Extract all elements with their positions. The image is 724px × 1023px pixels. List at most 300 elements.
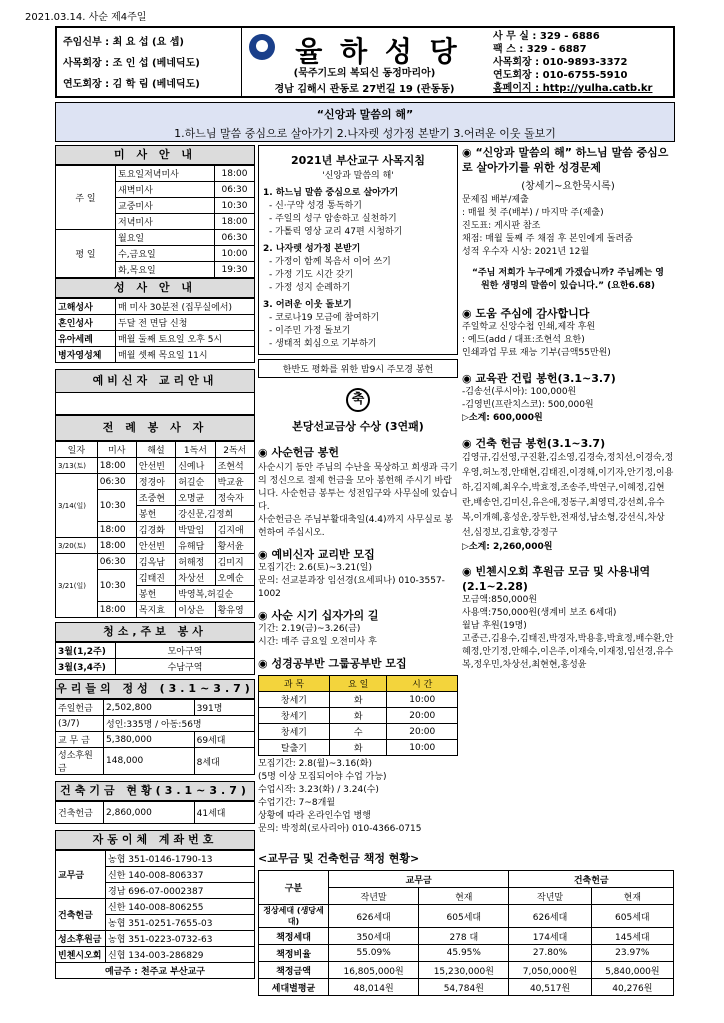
server-cell: 박말임 — [176, 522, 215, 538]
contact-line: 팩 스 : 329 - 6887 — [493, 44, 587, 55]
sacrament-name: 고해성사 — [56, 299, 116, 315]
table-row — [56, 802, 255, 824]
status-label: 정상세대 (생당세대) — [259, 905, 329, 928]
server-cell: 강신문,김정희 — [176, 506, 255, 522]
mass-name: 월요일 — [116, 230, 215, 246]
sacrament-info: 매 미사 30분전 (집무실에서) — [116, 299, 255, 315]
study-cell: 20:00 — [387, 708, 458, 724]
offering-label: (3/7) — [56, 716, 104, 732]
edu-title: 교육관 건립 봉헌(3.1~3.7) — [475, 372, 616, 385]
diocese-guidelines — [258, 145, 458, 355]
sacrament-name: 혼인성사 — [56, 315, 116, 331]
edu-total: ▷소계: 600,000원 — [462, 413, 543, 423]
cleaning-group: 수남구역 — [116, 659, 255, 675]
offering-amount: 148,000 — [104, 748, 195, 775]
cleaning-group: 모아구역 — [116, 643, 255, 659]
lent-offer-title: 사순헌금 봉헌 — [271, 446, 340, 459]
table-row — [56, 166, 255, 182]
guideline-item: - 주일의 성구 암송하고 실천하기 — [269, 214, 397, 224]
account-type: 빈첸시오회 — [56, 947, 106, 963]
server-time: 06:30 — [97, 554, 136, 570]
server-cell: 안선빈 — [136, 458, 175, 474]
server-cell: 황서윤 — [215, 538, 254, 554]
status-section — [258, 850, 674, 996]
table-row — [259, 905, 674, 928]
edu-item: -김송선(루시아): 100,000원 — [462, 387, 577, 397]
building-heading: 건축기금 현황(3.1~3.7) — [55, 781, 255, 801]
edu-item: -김영빈(프란치스코): 500,000원 — [462, 400, 594, 410]
cross-way-heading: ◉ 사순 시기 십자가의 길 — [258, 609, 379, 622]
table-row — [259, 740, 458, 756]
cleaning-table — [55, 642, 255, 675]
table-row — [56, 748, 255, 775]
account-holder: 예금주 : 천주교 부산교구 — [56, 963, 255, 979]
celebration-icon: 축 — [346, 388, 370, 412]
theme-banner — [55, 102, 675, 142]
scripture-quote: “주님 저희가 누구에게 가겠습니까? 주님께는 영원한 생명의 말씀이 있습니다.” (요한6.68) — [472, 268, 664, 291]
col-header: 일자 — [56, 442, 98, 458]
parish-subtitle: (묵주기도의 복되신 동정마리아) — [293, 68, 436, 79]
recruit-item: 문의: 선교분과장 임선경(요세피나) 010-3557-1002 — [258, 576, 445, 599]
table-row — [56, 315, 255, 331]
status-cell: 15,230,000원 — [419, 962, 509, 979]
study-cell: 창세기 — [259, 692, 330, 708]
server-cell: 오예순 — [215, 570, 254, 586]
mass-time: 06:30 — [215, 182, 255, 198]
table-row — [259, 962, 674, 979]
table-row — [56, 458, 255, 474]
status-cell: 23.97% — [591, 945, 673, 962]
status-cell: 40,276원 — [591, 979, 673, 996]
parish-logo — [249, 34, 275, 60]
account-number: 농협 351-0146-1790-13 — [106, 851, 255, 867]
contact-line: 연도회장 : 010-6755-5910 — [493, 70, 628, 81]
mass-day: 평 일 — [56, 230, 116, 278]
server-cell: 김지애 — [215, 522, 254, 538]
table-row — [56, 554, 255, 570]
offering-amount: 5,380,000 — [104, 732, 195, 748]
contact-line: 사 무 실 : 329 - 6886 — [493, 31, 600, 42]
servers-table — [55, 441, 255, 618]
status-cell: 16,805,000원 — [329, 962, 419, 979]
status-cell: 40,517원 — [509, 979, 591, 996]
guideline-item: - 가톨릭 영상 교리 47편 시청하기 — [269, 227, 403, 237]
servers-heading: 전 례 봉 사 자 — [55, 415, 255, 441]
staff-line: 주임신부 : 최 요 섭 (요 셉) — [63, 37, 184, 48]
server-date: 3/13(토) — [56, 458, 98, 474]
account-type: 성소후원금 — [56, 931, 106, 947]
table-row — [56, 931, 255, 947]
account-number: 신한 140-008-806255 — [106, 899, 255, 915]
status-cell: 278 대 — [419, 928, 509, 945]
server-cell: 조현석 — [215, 458, 254, 474]
mass-heading: 미 사 안 내 — [55, 145, 255, 165]
study-cell: 탈출기 — [259, 740, 330, 756]
guideline-item: 3. 어려운 이웃 돌보기 — [263, 300, 352, 310]
building-label: 건축헌금 — [56, 802, 104, 824]
study-cell: 창세기 — [259, 724, 330, 740]
parish-title: 율 하 성 당 — [295, 35, 461, 68]
study-note: 문의: 박정희(로사리아) 010-4366-0715 — [258, 824, 422, 834]
edu-heading: ◉ 교육관 건립 봉헌(3.1~3.7) — [462, 372, 616, 385]
faith-year-title: “신앙과 말씀의 해” 하느님 말씀 중심으로 살아가기를 위한 성경문제 — [462, 146, 669, 174]
col-header: 현재 — [591, 888, 673, 905]
offering-detail: 성인:335명 / 아동:56명 — [104, 716, 255, 732]
header-contact — [489, 28, 675, 97]
vincent-item: 모금액:850,000원 — [462, 595, 538, 605]
server-cell: 김경화 — [136, 522, 175, 538]
col-header: 과 목 — [259, 676, 330, 692]
col-header: 구분 — [259, 871, 329, 905]
cross-way-section — [258, 607, 458, 649]
right-column — [462, 145, 674, 672]
study-cell: 화 — [329, 708, 387, 724]
sacrament-info: 매월 셋째 목요일 11시 — [116, 347, 255, 363]
mass-time: 10:00 — [215, 246, 255, 262]
server-cell: 목지효 — [136, 602, 175, 618]
status-cell: 45.95% — [419, 945, 509, 962]
status-label: 책정비율 — [259, 945, 329, 962]
server-cell: 차상선 — [176, 570, 215, 586]
building-amount: 2,860,000 — [104, 802, 195, 824]
parish-address: 경남 김해시 관동로 27번길 19 (관동동) — [274, 84, 455, 95]
server-time: 18:00 — [97, 522, 136, 538]
bible-study-heading: ◉ 성경공부반 그룹공부반 모집 — [258, 657, 407, 670]
lent-offer-body: 사순시기 동안 주님의 수난을 묵상하고 희생과 극기의 정신으로 절제 헌금을 모아 봉헌해 주시기 바랍니다. 사순헌금 봉투는 성전입구와 사무실에 있습니다. — [258, 463, 458, 512]
vincent-names: 고종근,김용수,김태진,박경자,박용흥,박효정,배수환,안혜정,안기정,안해수,이은주,이재숙,이재정,임선경,유수복,정우민,차상선,최현현,홍성윤 — [462, 634, 674, 670]
study-cell: 화 — [329, 740, 387, 756]
staff-line: 연도회장 : 김 학 림 (베네딕도) — [63, 79, 200, 90]
table-row — [259, 871, 674, 888]
homepage-link[interactable]: 홈페이지 : http://yulha.catb.kr — [493, 83, 653, 94]
account-number: 신한 140-008-806337 — [106, 867, 255, 883]
header-staff — [57, 28, 242, 96]
table-row — [259, 708, 458, 724]
server-cell: 봉헌 — [136, 586, 175, 602]
table-row — [56, 851, 255, 867]
banner-goals: 1.하느님 말씀 중심으로 살아가기 2.나자렛 성가정 본받기 3.어려운 이웃 돌보기 — [174, 127, 556, 140]
offering-label: 성소후원금 — [56, 748, 104, 775]
table-row — [259, 945, 674, 962]
mass-name: 교중미사 — [116, 198, 215, 214]
account-number: 신협 134-003-286829 — [106, 947, 255, 963]
status-cell: 5,840,000원 — [591, 962, 673, 979]
status-label: 세대별평균 — [259, 979, 329, 996]
build-offer-title: 건축 헌금 봉헌(3.1~3.7) — [475, 437, 606, 450]
sacrament-table — [55, 298, 255, 363]
faith-year-heading: ◉ “신앙과 말씀의 해” 하느님 말씀 중심으로 살아가기를 위한 성경문제 — [462, 146, 669, 174]
status-cell: 605세대 — [419, 905, 509, 928]
guideline-item: - 신·구약 성경 통독하기 — [269, 201, 362, 211]
status-label: 책정금액 — [259, 962, 329, 979]
server-time: 10:30 — [97, 570, 136, 602]
account-number: 농협 351-0223-0732-63 — [106, 931, 255, 947]
guideline-item: - 생태적 회심으로 기부하기 — [269, 339, 377, 349]
table-row — [56, 230, 255, 246]
server-cell: 이상은 — [176, 602, 215, 618]
status-cell: 55.09% — [329, 945, 419, 962]
status-cell: 145세대 — [591, 928, 673, 945]
guideline-item: 1. 하느님 말씀 중심으로 살아가기 — [263, 188, 399, 198]
build-offer-total: ▷소계: 2,260,000원 — [462, 542, 553, 552]
offering-count: 8세대 — [194, 748, 254, 775]
col-header: 작년말 — [329, 888, 419, 905]
vincent-section — [462, 564, 674, 672]
col-header: 교무금 — [329, 871, 509, 888]
offering-heading: 우리들의 정성 (3.1~3.7) — [55, 679, 255, 699]
account-type: 건축헌금 — [56, 899, 106, 931]
sacrament-info: 매월 둘째 토요일 오후 5시 — [116, 331, 255, 347]
table-row — [56, 963, 255, 979]
server-cell: 김미지 — [215, 554, 254, 570]
cross-way-item: 기간: 2.19(금)~3.26(금) — [258, 624, 361, 634]
status-cell: 48,014원 — [329, 979, 419, 996]
account-number: 농협 351-0251-7655-03 — [106, 915, 255, 931]
sacrament-name: 유아세례 — [56, 331, 116, 347]
sacrament-heading: 성 사 안 내 — [55, 278, 255, 298]
study-cell: 10:00 — [387, 740, 458, 756]
server-cell: 봉헌 — [136, 506, 175, 522]
study-cell: 화 — [329, 692, 387, 708]
thanks-item: 인쇄과업 무료 재능 기부(금액55만원) — [462, 348, 611, 358]
offering-label: 주일헌금 — [56, 700, 104, 716]
staff-line: 사목회장 : 조 인 섭 (베네딕도) — [63, 58, 200, 69]
vincent-item: 월남 후원(19명) — [462, 621, 527, 631]
server-cell: 오명균 — [176, 490, 215, 506]
thanks-title: 도움 주심에 감사합니다 — [475, 307, 590, 320]
table-row — [56, 899, 255, 915]
thanks-item: 주일학교 신앙수첩 인쇄,제작 후원 — [462, 322, 596, 332]
faith-year-section — [462, 145, 674, 293]
study-note: 수업시작: 3.23(화) / 3.24(수) — [258, 785, 379, 795]
building-table — [55, 801, 255, 824]
table-row — [259, 676, 458, 692]
award-text: 본당선교금상 수상 (3연패) — [292, 420, 424, 433]
table-row — [56, 538, 255, 554]
offering-table — [55, 699, 255, 775]
build-offer-names: 김영규,김선영,구진환,김소영,김경숙,정치선,이경숙,정우영,허노정,안태현,김태진,이경해,이기자,안기정,이용하,김지혜,최우수,박효정,조송주,박연구,이혜정,김현란,배송언,김미신,유은애,정동구,최영덕,강선희,유수복,이개혜,홍성운,장두한,전재성,남소형,강선식,차상선,심정보,김효향,강정구 — [462, 453, 674, 538]
status-cell: 605세대 — [591, 905, 673, 928]
offering-count: 69세대 — [194, 732, 254, 748]
table-row — [56, 659, 255, 675]
col-header: 건축헌금 — [509, 871, 674, 888]
server-date: 3/14(일) — [56, 474, 98, 538]
table-row — [56, 716, 255, 732]
lent-offer-section — [258, 444, 458, 540]
table-row — [259, 979, 674, 996]
transfer-table — [55, 850, 255, 979]
thanks-item: : 예드(add / 대표:조현석 요한) — [462, 335, 585, 345]
col-header: 1독서 — [176, 442, 215, 458]
thanks-heading: ◉ 도움 주심에 감사합니다 — [462, 307, 590, 320]
server-cell: 박교윤 — [215, 474, 254, 490]
col-header: 작년말 — [509, 888, 591, 905]
bulletin-date: 2021.03.14. 사순 제4주일 — [25, 12, 147, 23]
recruit-item: 모집기간: 2.6(토)~3.21(일) — [258, 563, 372, 573]
bible-study-section — [258, 655, 458, 836]
server-time: 18:00 — [97, 602, 136, 618]
offering-count: 391명 — [194, 700, 254, 716]
table-row — [56, 299, 255, 315]
mass-time: 19:30 — [215, 262, 255, 278]
mass-name: 토요일저녁미사 — [116, 166, 215, 182]
building-count: 41세대 — [194, 802, 254, 824]
sacrament-name: 병자영성체 — [56, 347, 116, 363]
study-cell: 창세기 — [259, 708, 330, 724]
faith-item: 진도표: 게시판 참조 — [462, 221, 541, 231]
server-date: 3/20(토) — [56, 538, 98, 554]
mass-time: 10:30 — [215, 198, 255, 214]
bible-study-title: 성경공부반 그룹공부반 모집 — [271, 657, 407, 670]
study-cell: 10:00 — [387, 692, 458, 708]
header-title-block — [243, 28, 486, 96]
server-cell: 정경아 — [136, 474, 175, 490]
faith-item: : 매월 첫 주(배부) / 마지막 주(제출) — [462, 208, 604, 218]
guideline-item: - 가정 기도 시간 갖기 — [269, 270, 354, 280]
status-cell: 626세대 — [329, 905, 419, 928]
vincent-heading: ◉ 빈첸시오회 후원금 모금 및 사용내역(2.1~2.28) — [462, 565, 651, 593]
vincent-title: 빈첸시오회 후원금 모금 및 사용내역(2.1~2.28) — [462, 565, 651, 593]
study-note: (5명 이상 모집되어야 수업 가능) — [258, 772, 387, 782]
col-header: 2독서 — [215, 442, 254, 458]
build-offer-heading: ◉ 건축 헌금 봉헌(3.1~3.7) — [462, 437, 606, 450]
study-note: 모집기간: 2.8(월)~3.16(화) — [258, 759, 372, 769]
middle-column — [258, 145, 458, 836]
server-cell: 김태진 — [136, 570, 175, 586]
guideline-item: - 가정이 함께 복음서 이어 쓰기 — [269, 257, 391, 267]
mass-name: 새벽미사 — [116, 182, 215, 198]
status-cell: 7,050,000원 — [509, 962, 591, 979]
col-header: 요 일 — [329, 676, 387, 692]
catechumen-recruit-section — [258, 546, 458, 601]
thanks-section — [462, 305, 674, 360]
col-header: 시 간 — [387, 676, 458, 692]
table-row — [56, 700, 255, 716]
server-time: 10:30 — [97, 490, 136, 522]
server-cell: 허해정 — [176, 554, 215, 570]
bible-study-table — [258, 675, 458, 756]
table-row — [259, 724, 458, 740]
left-column — [55, 145, 255, 979]
cleaning-period: 3월(3,4주) — [56, 659, 116, 675]
edu-section — [462, 370, 674, 425]
status-cell: 54,784원 — [419, 979, 509, 996]
award-block — [258, 388, 458, 434]
status-cell: 626세대 — [509, 905, 591, 928]
faith-item: 채점: 매월 둘째 주 채점 후 본인에게 돌려줌 — [462, 234, 633, 244]
account-type: 교무금 — [56, 851, 106, 899]
server-cell: 박영복,허길순 — [176, 586, 255, 602]
mass-table — [55, 165, 255, 278]
col-header: 미사 — [97, 442, 136, 458]
table-row — [56, 331, 255, 347]
col-header: 해설 — [136, 442, 175, 458]
banner-title: “신앙과 말씀의 해” — [316, 108, 414, 121]
col-header: 현재 — [419, 888, 509, 905]
guideline-item: - 코로나19 모금에 참여하기 — [269, 313, 380, 323]
account-number: 경남 696-07-0002387 — [106, 883, 255, 899]
server-cell: 조중현 — [136, 490, 175, 506]
cross-way-title: 사순 시기 십자가의 길 — [271, 609, 379, 622]
server-cell: 신예나 — [176, 458, 215, 474]
status-cell: 27.80% — [509, 945, 591, 962]
study-cell: 수 — [329, 724, 387, 740]
table-row — [56, 947, 255, 963]
server-time: 18:00 — [97, 538, 136, 554]
status-cell: 350세대 — [329, 928, 419, 945]
cross-way-item: 시간: 매주 금요일 오전미사 후 — [258, 637, 377, 647]
catechumen-recruit-title: 예비신자 교리반 모집 — [271, 548, 375, 561]
faith-item: 문제집 배부/제출 — [462, 195, 529, 205]
status-table — [258, 870, 674, 996]
transfer-heading: 자동이체 계좌번호 — [55, 830, 255, 850]
status-cell: 174세대 — [509, 928, 591, 945]
server-time: 18:00 — [97, 458, 136, 474]
server-date: 3/21(일) — [56, 554, 98, 618]
guideline-item: - 가정 성지 순례하기 — [269, 283, 351, 293]
faith-year-range: (창세기~요한묵시록) — [521, 181, 615, 192]
catechumen-blank — [55, 393, 255, 415]
faith-item: 성적 우수자 시상: 2021년 12월 — [462, 247, 590, 257]
study-note: 상황에 따라 온라인수업 병행 — [258, 811, 371, 821]
study-note: 수업기간: 7~8개월 — [258, 798, 336, 808]
mass-day: 주 일 — [56, 166, 116, 230]
lent-offer-heading: ◉ 사순헌금 봉헌 — [258, 446, 340, 459]
sacrament-info: 두달 전 면담 신청 — [116, 315, 255, 331]
table-row — [56, 442, 255, 458]
mass-time: 06:30 — [215, 230, 255, 246]
lent-offer-note: 사순헌금은 주님부활대축일(4.4)까지 사무실로 봉헌하여 주십시오. — [258, 515, 454, 538]
table-row — [56, 474, 255, 490]
table-row — [56, 347, 255, 363]
vincent-item: 사용액:750,000원(생계비 보조 6세대) — [462, 608, 617, 618]
build-offer-section — [462, 435, 674, 554]
table-row — [259, 928, 674, 945]
server-cell: 유해담 — [176, 538, 215, 554]
diocese-title: 2021년 부산교구 사목지침 — [291, 154, 425, 167]
table-row — [56, 732, 255, 748]
cleaning-heading: 청소,주보 봉사 — [55, 622, 255, 642]
server-cell: 김옥남 — [136, 554, 175, 570]
header — [55, 26, 675, 98]
table-row — [56, 643, 255, 659]
status-label: 책정세대 — [259, 928, 329, 945]
server-cell: 안선빈 — [136, 538, 175, 554]
catechumen-heading: 예비신자 교리안내 — [55, 369, 255, 393]
mass-time: 18:00 — [215, 166, 255, 182]
server-cell: 황유영 — [215, 602, 254, 618]
server-cell: 정숙자 — [215, 490, 254, 506]
offering-amount: 2,502,800 — [104, 700, 195, 716]
status-heading: <교무금 및 건축헌금 책정 현황> — [258, 852, 420, 865]
catechumen-recruit-heading: ◉ 예비신자 교리반 모집 — [258, 548, 375, 561]
mass-name: 화,목요일 — [116, 262, 215, 278]
guideline-item: - 이주민 가정 돌보기 — [269, 326, 351, 336]
diocese-subtitle: '신앙과 말씀의 해' — [322, 171, 394, 181]
mass-name: 수,금요일 — [116, 246, 215, 262]
guideline-item: 2. 나자렛 성가정 본받기 — [263, 244, 361, 254]
server-cell: 허길순 — [176, 474, 215, 490]
study-cell: 20:00 — [387, 724, 458, 740]
mass-time: 18:00 — [215, 214, 255, 230]
peace-prayer: 한반도 평화를 위한 밤9시 주모경 봉헌 — [258, 359, 458, 378]
mass-name: 저녁미사 — [116, 214, 215, 230]
cleaning-period: 3월(1,2주) — [56, 643, 116, 659]
server-time: 06:30 — [97, 474, 136, 490]
table-row — [259, 692, 458, 708]
contact-line: 사목회장 : 010-9893-3372 — [493, 57, 628, 68]
offering-label: 교 무 금 — [56, 732, 104, 748]
